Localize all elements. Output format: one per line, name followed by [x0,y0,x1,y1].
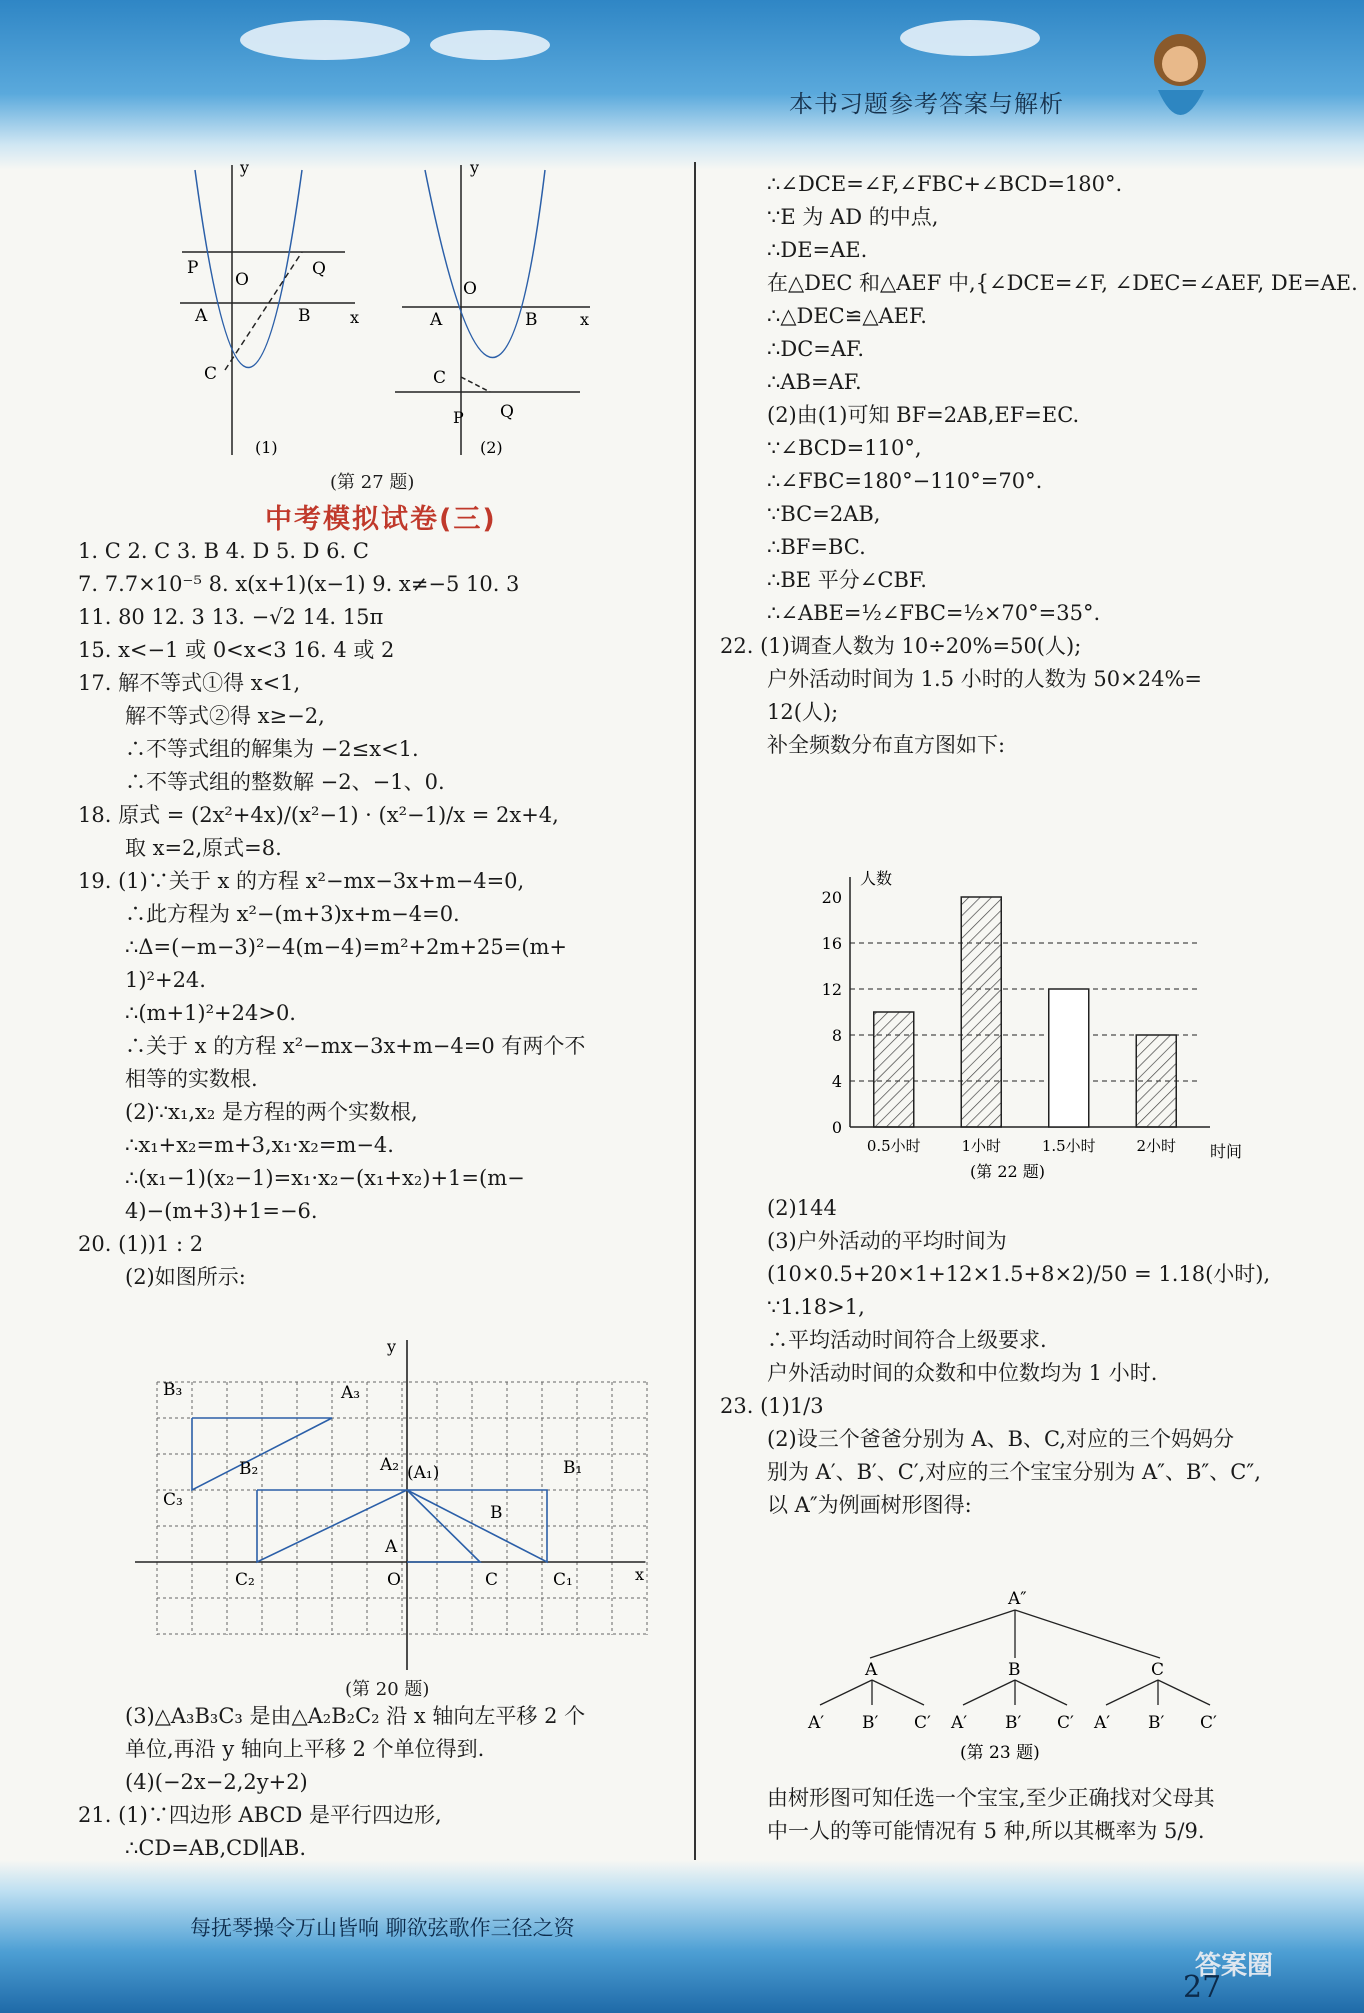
fig20-label: B₂ [239,1459,259,1479]
bar [961,897,1001,1127]
text-line: ∴不等式组的整数解 −2、−1、0. [125,770,445,794]
fig20-label: C₂ [235,1570,255,1590]
tree-leaf: A′ [808,1713,825,1733]
text-line: (2)144 [767,1196,837,1220]
text-line: 户外活动时间为 1.5 小时的人数为 50×24%= [767,667,1203,691]
fig27-label: B [525,310,538,330]
mascot-icon [1120,20,1240,140]
left-lines [78,535,678,1294]
text-line: 12(人); [767,700,839,724]
text-line: 1. C 2. C 3. B 4. D 5. D 6. C [78,539,369,563]
fig27-label: x [580,310,590,329]
fig20-label: x [635,1565,645,1584]
text-line: ∴关于 x 的方程 x²−mx−3x+m−4=0 有两个不 [125,1034,586,1058]
bar [1136,1035,1176,1127]
right-column-2 [720,1192,1340,1522]
text-line: ∴DC=AF. [767,337,865,361]
column-divider [694,162,696,1862]
fig20-label: A₂ [380,1455,400,1475]
text-line: ∵∠BCD=110°, [767,436,922,460]
y-tick-label: 8 [831,1026,842,1045]
chart-22 [800,862,1243,1181]
y-tick-label: 12 [821,980,842,999]
chart-caption: (第 22 题) [970,1162,1046,1181]
fig27-label: Q [500,402,514,422]
right-column [720,168,1358,762]
bar [874,1012,914,1127]
fig27-label: P [453,408,464,427]
right-column-3 [720,1782,1340,1848]
fig27-label: O [463,279,477,299]
tree-leaf: C′ [1200,1713,1217,1733]
text-line: ∴(m+1)²+24>0. [125,1001,296,1025]
fig27-label: O [235,270,249,290]
text-line: (2)设三个爸爸分别为 A、B、C,对应的三个妈妈分 [767,1427,1235,1451]
text-line: ∴BF=BC. [767,535,866,559]
fig20-label: C₃ [163,1490,183,1510]
text-line: 23. (1)1/3 [720,1394,824,1418]
fig27-label: x [350,308,360,327]
text-line: ∴平均活动时间符合上级要求. [767,1328,1047,1352]
fig27-sub1: (1) [255,438,278,457]
fig20-label: y [387,1337,397,1356]
tree-node: B [1008,1660,1021,1680]
text-line: 补全频数分布直方图如下: [767,733,1006,757]
text-line: 7. 7.7×10⁻⁵ 8. x(x+1)(x−1) 9. x≠−5 10. 3 [78,572,520,596]
text-line: 别为 A′、B′、C′,对应的三个宝宝分别为 A″、B″、C″, [767,1460,1261,1484]
fig27-graph-2 [395,165,590,455]
text-line: 15. x<−1 或 0<x<3 16. 4 或 2 [78,638,395,662]
text-line: (3)△A₃B₃C₃ 是由△A₂B₂C₂ 沿 x 轴向左平移 2 个 [125,1704,586,1728]
text-line: 以 A″为例画树形图得: [767,1493,972,1517]
fig27-label: B [298,306,311,326]
text-line: 4)−(m+3)+1=−6. [125,1199,318,1223]
y-axis-label: 人数 [860,869,893,888]
text-line: (2)如图所示: [125,1265,246,1289]
text-line: 在△DEC 和△AEF 中,{∠DCE=∠F, ∠DEC=∠AEF, DE=AE. [767,271,1358,295]
page-number: 27 [1183,1970,1222,2005]
fig20-caption: (第 20 题) [345,1679,430,1700]
tree-leaf: B′ [862,1713,879,1733]
tree-caption: (第 23 题) [960,1743,1040,1763]
text-line: ∴∠DCE=∠F,∠FBC+∠BCD=180°. [767,172,1123,196]
fig27-label: A [195,306,208,326]
footer-motto: 每抚琴操令万山皆响 聊欲弦歌作三径之资 [190,1916,575,1940]
text-line: (3)户外活动的平均时间为 [767,1229,1007,1253]
text-line: 中一人的等可能情况有 5 种,所以其概率为 5/9. [767,1819,1205,1843]
bar [1049,989,1089,1127]
text-line: ∵E 为 AD 的中点, [767,205,939,229]
text-line: (10×0.5+20×1+12×1.5+8×2)/50 = 1.18(小时), [767,1262,1271,1286]
text-line: ∴∠FBC=180°−110°=70°. [767,469,1043,493]
tree-leaf: A′ [1094,1713,1111,1733]
tree-leaf: C′ [914,1713,931,1733]
text-line: 1)²+24. [125,968,206,992]
right-lines-3 [720,1782,1340,1848]
text-line: 20. (1))1 : 2 [78,1232,204,1256]
text-line: 解不等式②得 x≥−2, [125,704,325,728]
text-line: 单位,再沿 y 轴向上平移 2 个单位得到. [125,1737,485,1761]
text-line: ∴CD=AB,CD∥AB. [125,1836,307,1860]
fig27-caption: (第 27 题) [330,472,415,493]
fig27-label: y [470,158,480,177]
text-line: 相等的实数根. [125,1067,258,1091]
fig27-sub2: (2) [480,438,503,457]
x-tick-label: 1.5小时 [1041,1137,1096,1155]
x-axis-label: 时间 [1210,1142,1243,1161]
tree-node: C [1151,1660,1165,1680]
left-column-2 [78,1700,678,1865]
text-line: ∴(x₁−1)(x₂−1)=x₁·x₂−(x₁+x₂)+1=(m− [125,1166,525,1190]
text-line: ∵1.18>1, [767,1295,865,1319]
right-lines-2 [720,1192,1340,1522]
tree-leaf: B′ [1005,1713,1022,1733]
x-tick-label: 0.5小时 [866,1137,921,1155]
text-line: 22. (1)调查人数为 10÷20%=50(人); [720,634,1082,658]
fig27-label: P [187,258,199,278]
fig27-label: A [430,310,443,330]
text-line: ∴BE 平分∠CBF. [767,568,927,592]
figure-27 [170,155,600,475]
y-tick-label: 0 [831,1118,842,1137]
text-line: (4)(−2x−2,2y+2) [125,1770,308,1794]
left-column [78,535,678,1294]
tree-leaf: B′ [1148,1713,1165,1733]
text-line: 由树形图可知任选一个宝宝,至少正确找对父母其 [767,1786,1215,1810]
x-tick-label: 2小时 [1136,1137,1177,1155]
text-line: ∴DE=AE. [767,238,868,262]
y-tick-label: 16 [821,934,842,953]
fig20-label: A [385,1537,398,1557]
fig27-label: C [204,364,218,384]
text-line: ∴此方程为 x²−(m+3)x+m−4=0. [125,902,460,926]
fig27-label: Q [312,259,326,279]
fig20-label: B₃ [163,1380,183,1400]
tree-node: A [865,1660,878,1680]
text-line: 19. (1)∵关于 x 的方程 x²−mx−3x+m−4=0, [78,869,525,893]
fig20-label: (A₁) [407,1463,440,1483]
section-title: 中考模拟试卷(三) [265,504,497,535]
text-line: (2)∵x₁,x₂ 是方程的两个实数根, [125,1100,418,1124]
text-line: 11. 80 12. 3 13. −√2 14. 15π [78,605,384,629]
tree-leaf: A′ [951,1713,968,1733]
fig20-label: C [485,1570,499,1590]
y-tick-label: 4 [831,1072,842,1091]
tree-root: A″ [1008,1589,1027,1609]
text-line: ∴△DEC≌△AEF. [767,304,927,328]
text-line: (2)由(1)可知 BF=2AB,EF=EC. [767,403,1080,427]
y-tick-label: 20 [821,888,842,907]
figure-20 [135,1337,655,1670]
text-line: ∴x₁+x₂=m+3,x₁·x₂=m−4. [125,1133,394,1157]
text-line: 户外活动时间的众数和中位数均为 1 小时. [767,1361,1158,1385]
fig27-label: y [240,158,250,177]
fig20-label: B₁ [563,1458,583,1478]
text-line: ∴∠ABE=½∠FBC=½×70°=35°. [767,601,1101,625]
text-line: ∴Δ=(−m−3)²−4(m−4)=m²+2m+25=(m+ [125,935,568,959]
fig20-label: C₁ [553,1570,573,1590]
watermark: 答案圈 [1195,1951,1274,1981]
text-line: 17. 解不等式①得 x<1, [78,671,301,695]
right-lines [720,168,1358,762]
x-tick-label: 1小时 [961,1137,1002,1155]
text-line: 21. (1)∵四边形 ABCD 是平行四边形, [78,1803,442,1827]
header-title: 本书习题参考答案与解析 [789,90,1064,118]
fig20-label: B [490,1503,503,1523]
left-lines-2 [78,1700,678,1865]
text-line: ∴AB=AF. [767,370,862,394]
text-line: ∴不等式组的解集为 −2≤x<1. [125,737,419,761]
text-line: 18. 原式 = (2x²+4x)/(x²−1) · (x²−1)/x = 2x+4, [78,803,559,827]
fig20-label: A₃ [341,1383,361,1403]
tree-leaf: C′ [1057,1713,1074,1733]
text-line: 取 x=2,原式=8. [125,836,282,860]
fig27-label: C [433,368,447,388]
text-line: ∵BC=2AB, [767,502,881,526]
fig20-label: O [387,1570,401,1590]
tree-23 [800,1580,1250,1775]
